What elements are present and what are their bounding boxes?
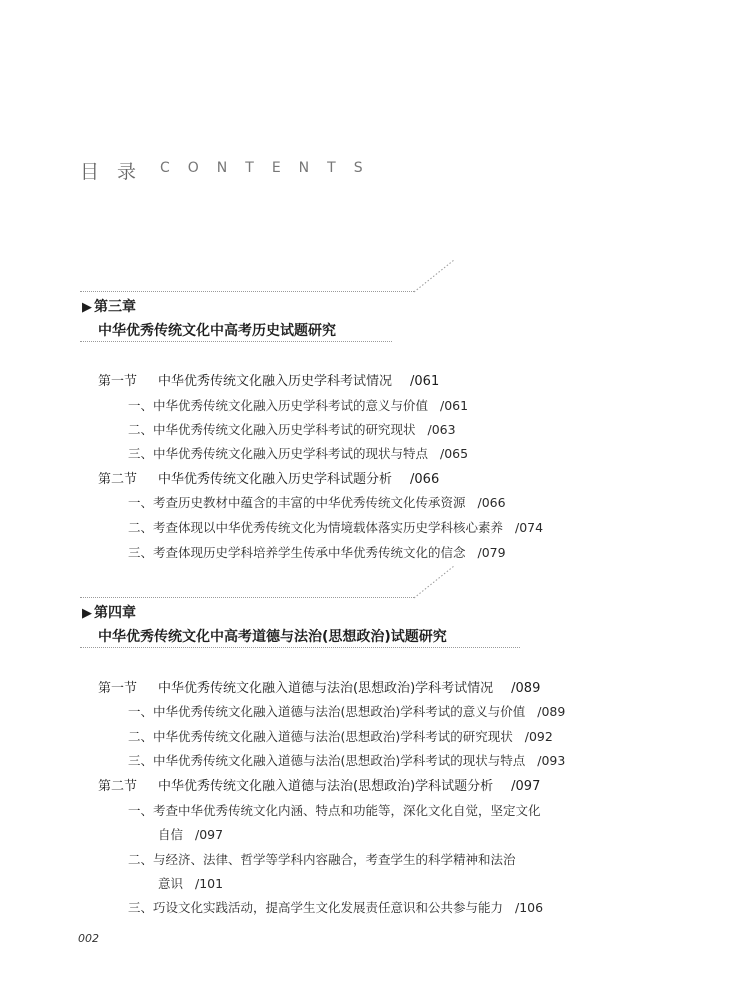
triangle-icon: ▶ [82, 300, 92, 315]
toc-entry-item-continued[interactable]: 意识 /101 [158, 876, 224, 891]
toc-entry-item[interactable]: 三、考查体现历史学科培养学生传承中华优秀传统文化的信念 /079 [128, 545, 506, 560]
toc-entry-item[interactable]: 一、中华优秀传统文化融入历史学科考试的意义与价值 /061 [128, 398, 469, 413]
toc-entry-item[interactable]: 二、中华优秀传统文化融入道德与法治(思想政治)学科考试的研究现状 /092 [128, 729, 553, 744]
chapter-4-title: 中华优秀传统文化中高考道德与法治(思想政治)试题研究 [98, 629, 447, 645]
toc-entry-section[interactable]: 第一节 中华优秀传统文化融入道德与法治(思想政治)学科考试情况 /089 [98, 681, 541, 696]
toc-entry-item[interactable]: 三、中华优秀传统文化融入历史学科考试的现状与特点 /065 [128, 446, 469, 461]
toc-entry-item[interactable]: 二、中华优秀传统文化融入历史学科考试的研究现状 /063 [128, 422, 456, 437]
triangle-icon: ▶ [82, 606, 92, 621]
toc-entry-item[interactable]: 三、中华优秀传统文化融入道德与法治(思想政治)学科考试的现状与特点 /093 [128, 753, 566, 768]
chapter-3-divider-slash [410, 258, 458, 294]
toc-entry-item[interactable]: 二、考查体现以中华优秀传统文化为情境载体落实历史学科核心素养 /074 [128, 520, 544, 535]
toc-entry-section[interactable]: 第二节 中华优秀传统文化融入道德与法治(思想政治)学科试题分析 /097 [98, 779, 541, 794]
toc-entry-section[interactable]: 第二节 中华优秀传统文化融入历史学科试题分析 /066 [98, 472, 440, 487]
toc-title-cn: 目 录 [80, 161, 143, 183]
toc-entry-item[interactable]: 一、考查历史教材中蕴含的丰富的中华优秀传统文化传承资源 /066 [128, 495, 506, 510]
toc-entry-item[interactable]: 二、与经济、法律、哲学等学科内容融合，考查学生的科学精神和法治 [128, 852, 516, 867]
page-number: 002 [78, 932, 99, 945]
toc-entry-item-continued[interactable]: 自信 /097 [158, 827, 224, 842]
chapter-4-label: ▶ 第四章 [82, 605, 136, 621]
chapter-4-divider [80, 597, 414, 598]
chapter-3-divider [80, 291, 414, 292]
chapter-3-label: ▶ 第三章 [82, 299, 136, 315]
toc-entry-item[interactable]: 一、考查中华优秀传统文化内涵、特点和功能等，深化文化自觉，坚定文化 [128, 803, 541, 818]
toc-entry-item[interactable]: 三、巧设文化实践活动，提高学生文化发展责任意识和公共参与能力 /106 [128, 900, 544, 915]
chapter-4-title-underline [80, 647, 520, 648]
chapter-3-title: 中华优秀传统文化中高考历史试题研究 [98, 323, 336, 339]
chapter-3-title-underline [80, 341, 392, 342]
toc-entry-item[interactable]: 一、中华优秀传统文化融入道德与法治(思想政治)学科考试的意义与价值 /089 [128, 704, 566, 719]
toc-title-en: CONTENTS [160, 160, 381, 176]
chapter-4-divider-slash [410, 564, 458, 600]
toc-entry-section[interactable]: 第一节 中华优秀传统文化融入历史学科考试情况 /061 [98, 374, 440, 389]
